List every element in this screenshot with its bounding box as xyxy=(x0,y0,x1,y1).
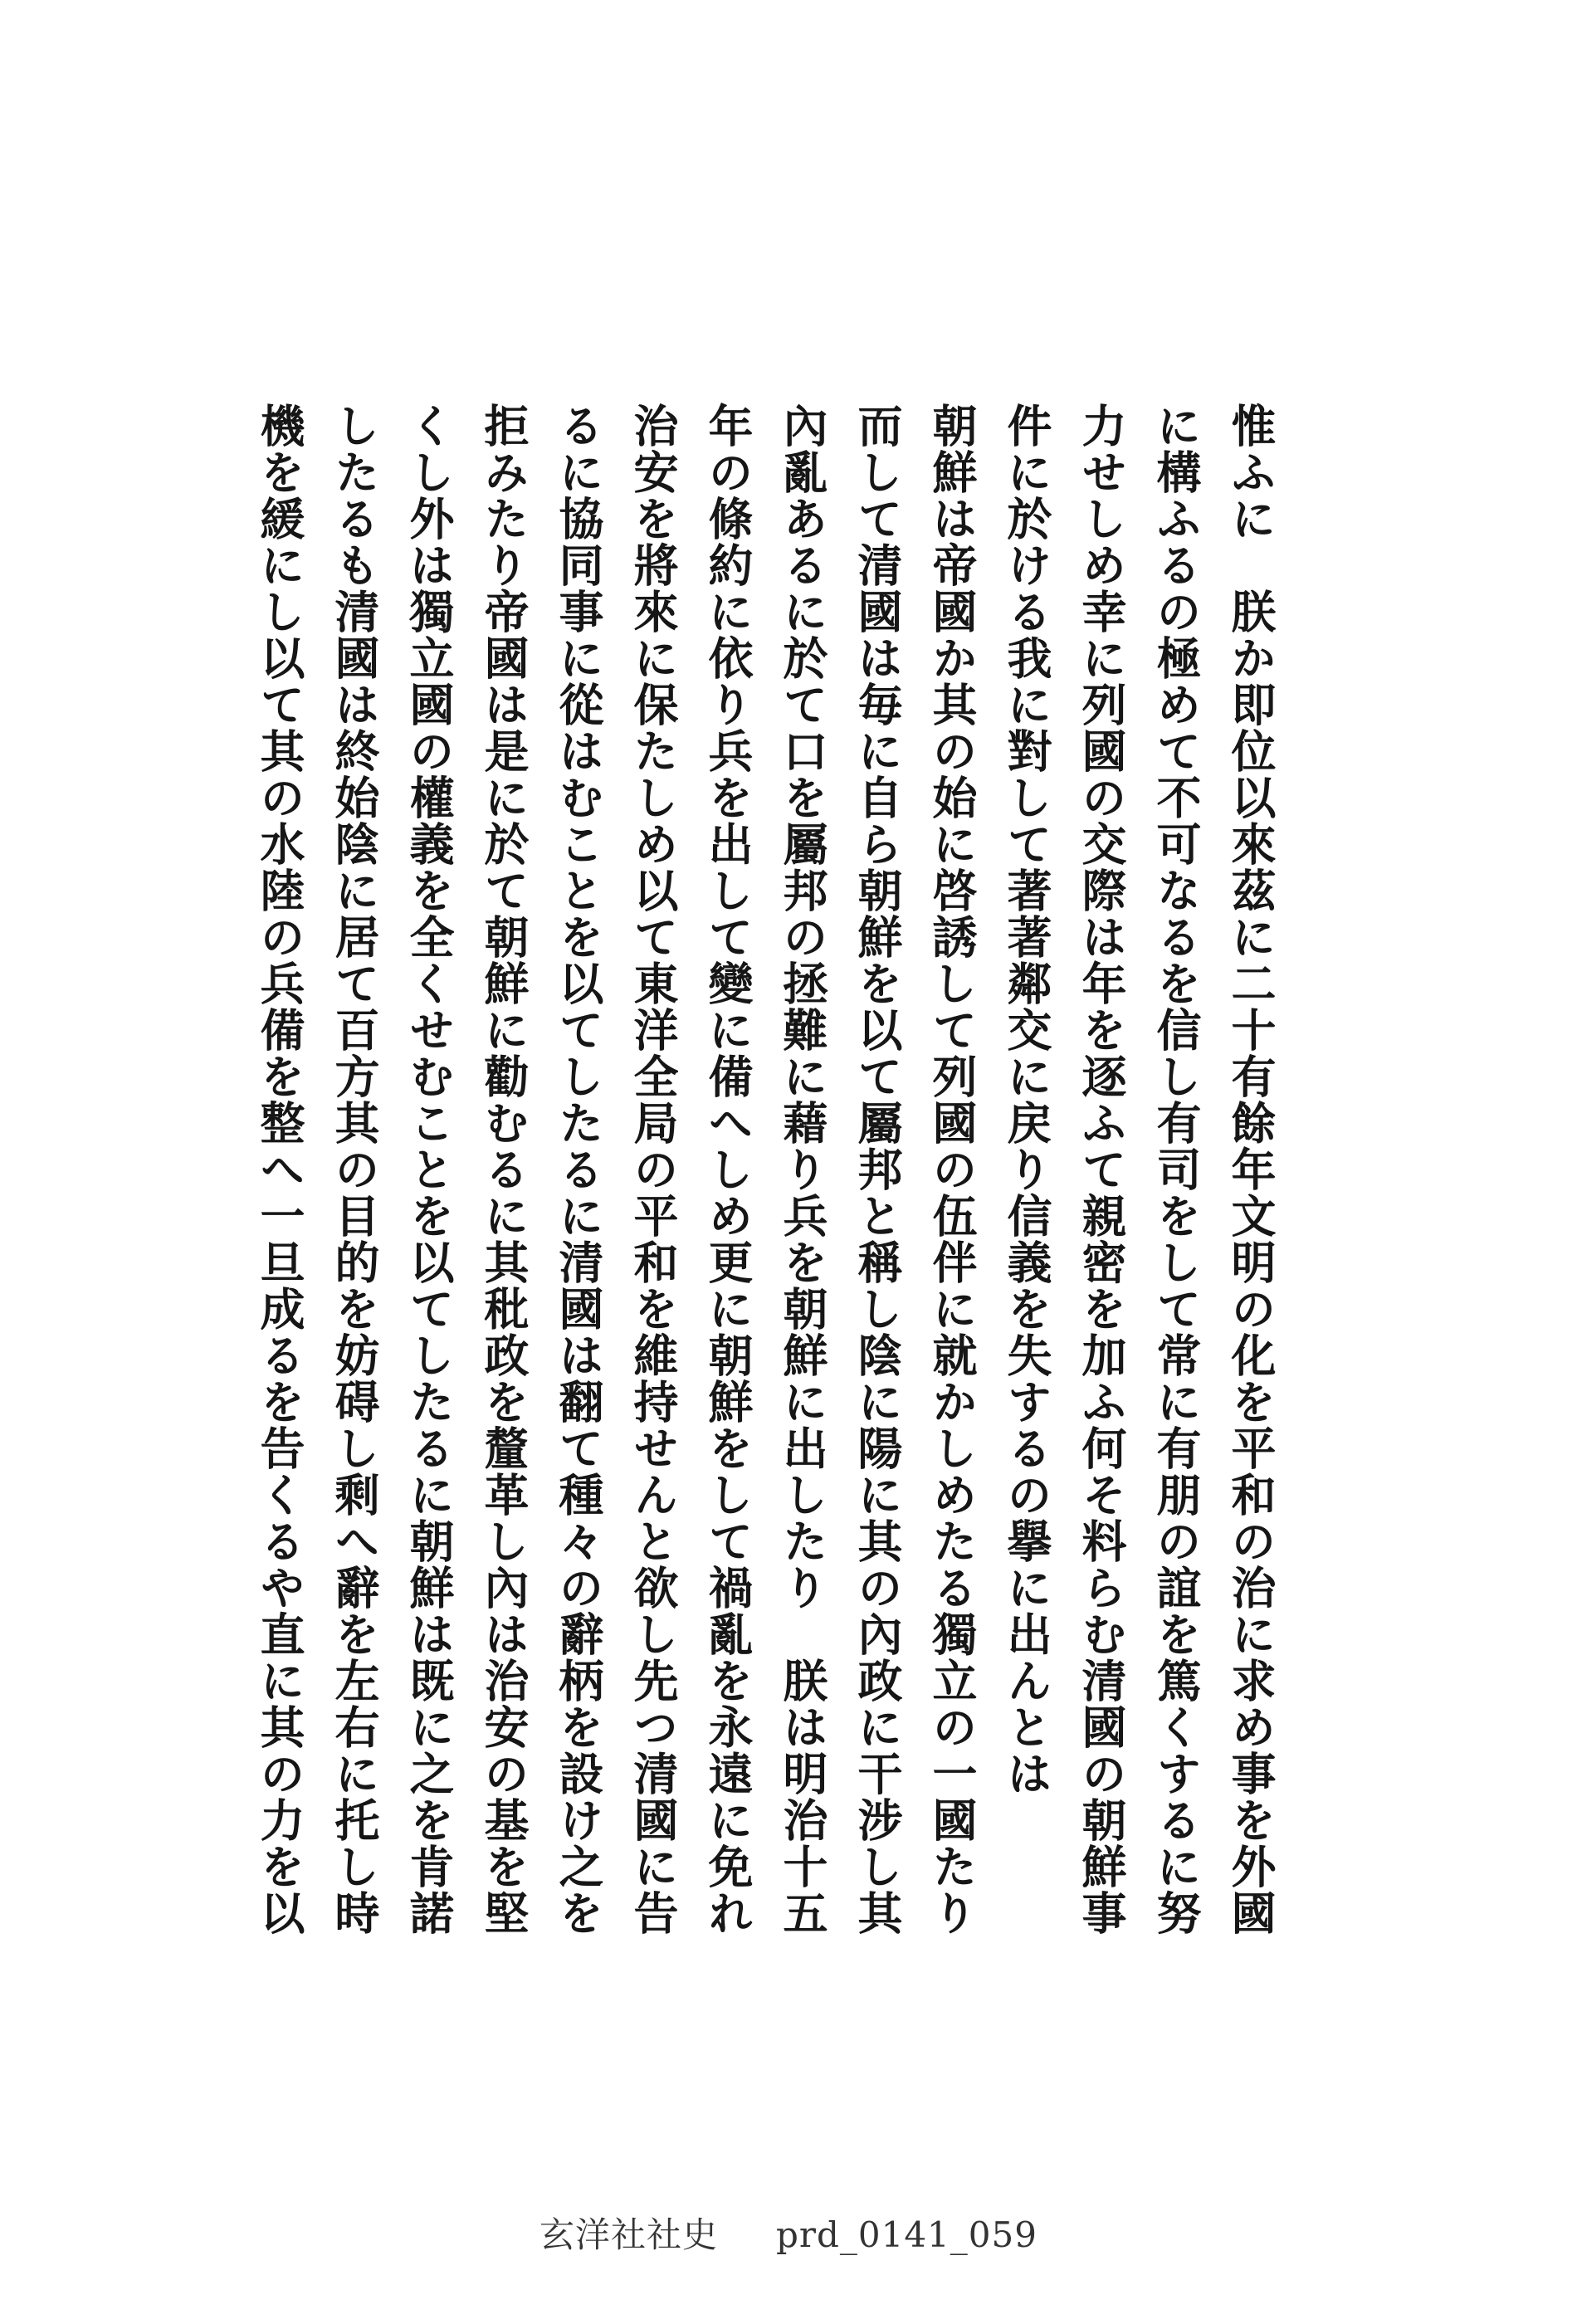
text-column-4: 件に於ける我に對して著著鄰交に戻り信義を失するの擧に出んとは xyxy=(1000,403,1053,1797)
text-column-2: に構ふるの極めて不可なるを信し有司をして常に有朋の誼を篤くするに努 xyxy=(1150,403,1203,1936)
text-column-14: 機を緩にし以て其の水陸の兵備を整へ一旦成るを告くるや直に其の力を以 xyxy=(253,403,306,1936)
page-footer xyxy=(0,2208,1577,2258)
text-column-8: 年の條約に依り兵を出して變に備へしめ更に朝鮮をして禍亂を永遠に免れ xyxy=(701,403,754,1936)
text-column-11: 拒みたり帝國は是に於て朝鮮に勸むるに其秕政を釐革し內は治安の基を堅 xyxy=(477,403,530,1936)
footer-publisher: 玄洋社社史 xyxy=(540,2214,719,2255)
text-column-12: くし外は獨立國の權義を全くせむことを以てしたるに朝鮮は既に之を肯諾 xyxy=(403,403,456,1936)
text-column-1: 惟ふに 朕か即位以來茲に二十有餘年文明の化を平和の治に求め事を外國 xyxy=(1224,403,1277,1936)
text-column-9: 治安を將來に保たしめ以て東洋全局の平和を維持せんと欲し先つ清國に告 xyxy=(627,403,680,1936)
text-column-10: るに協同事に從はむことを以てしたるに清國は翻て種々の辭柄を設け之を xyxy=(552,403,605,1936)
text-column-3: 力せしめ幸に列國の交際は年を逐ふて親密を加ふ何そ料らむ清國の朝鮮事 xyxy=(1075,403,1128,1936)
text-column-7: 內亂あるに於て口を屬邦の拯難に藉り兵を朝鮮に出したり 朕は明治十五 xyxy=(776,403,829,1936)
footer-page-id: prd_0141_059 xyxy=(776,2214,1038,2255)
text-column-13: したるも清國は終始陰に居て百方其の目的を妨碍し剩へ辭を左右に托し時 xyxy=(328,403,381,1936)
vertical-text-block xyxy=(252,403,1278,1938)
text-column-5: 朝鮮は帝國か其の始に啓誘して列國の伍伴に就かしめたる獨立の一國たり xyxy=(925,403,979,1936)
text-column-6: 而して清國は毎に自ら朝鮮を以て屬邦と稱し陰に陽に其の內政に干涉し其 xyxy=(851,403,904,1936)
